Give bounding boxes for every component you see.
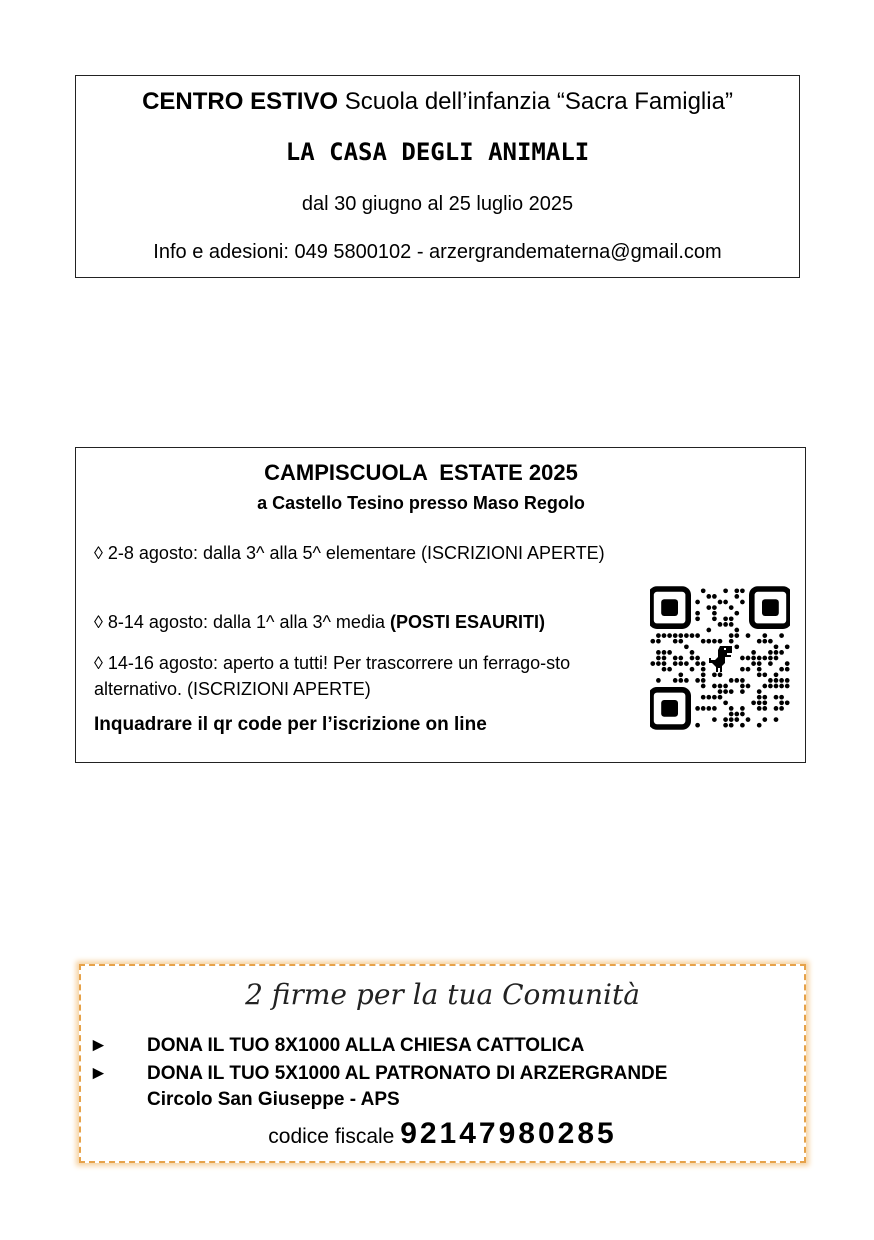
centro-estivo-box — [75, 75, 800, 278]
camp-item-2 — [94, 609, 632, 635]
dates-text: dal 30 giugno al 25 luglio 2025 — [301, 193, 574, 215]
centro-estivo-bold: CENTRO ESTIVO — [142, 88, 339, 115]
qr-code-icon[interactable] — [650, 580, 790, 736]
campiscuola-box — [75, 447, 806, 763]
qr-instruction: Inquadrare il qr code per l’iscrizione on line — [94, 714, 487, 735]
codice-fiscale — [81, 1117, 804, 1151]
donation-line-8x1000 — [89, 1035, 584, 1057]
donation-line-5x1000 — [89, 1063, 667, 1085]
camp-item-3: ◊ 14-16 agosto: aperto a tutti! Per trascorrere un ferrago-sto alternativo. (ISCRIZIONI APERTE) — [94, 653, 571, 699]
camp-item-1: ◊ 2-8 agosto: dalla 3^ alla 5^ elementare (ISCRIZIONI APERTE) — [94, 543, 605, 563]
codice-fiscale-label: codice fiscale — [268, 1125, 401, 1148]
camp-item-2-status: (POSTI ESAURITI) — [389, 612, 545, 632]
codice-fiscale-number: 92147980285 — [400, 1117, 617, 1150]
firme-box — [79, 964, 806, 1163]
firme-heading: 2 firme per la tua Comunità — [245, 978, 640, 1011]
centro-estivo-title — [76, 88, 799, 116]
arrow-icon: ► — [89, 1035, 108, 1056]
campiscuola-title: CAMPISCUOLA ESTATE 2025 — [264, 460, 578, 485]
theme-title: LA CASA DEGLI ANIMALI — [285, 138, 590, 166]
campiscuola-location: a Castello Tesino presso Maso Regolo — [257, 493, 585, 513]
camp-item-2-text: ◊ 8-14 agosto: dalla 1^ alla 3^ media — [94, 612, 390, 632]
arrow-icon: ► — [89, 1063, 108, 1084]
donation-5x1000-text: DONA IL TUO 5X1000 AL PATRONATO DI ARZERGRANDE — [147, 1063, 668, 1084]
info-contact: Info e adesioni: 049 5800102 - arzergrandematerna@gmail.com — [153, 241, 722, 263]
school-name: Scuola dell’infanzia “Sacra Famiglia” — [338, 88, 733, 115]
circolo-name: Circolo San Giuseppe - APS — [147, 1089, 400, 1110]
donation-8x1000-text: DONA IL TUO 8X1000 ALLA CHIESA CATTOLICA — [147, 1035, 585, 1056]
